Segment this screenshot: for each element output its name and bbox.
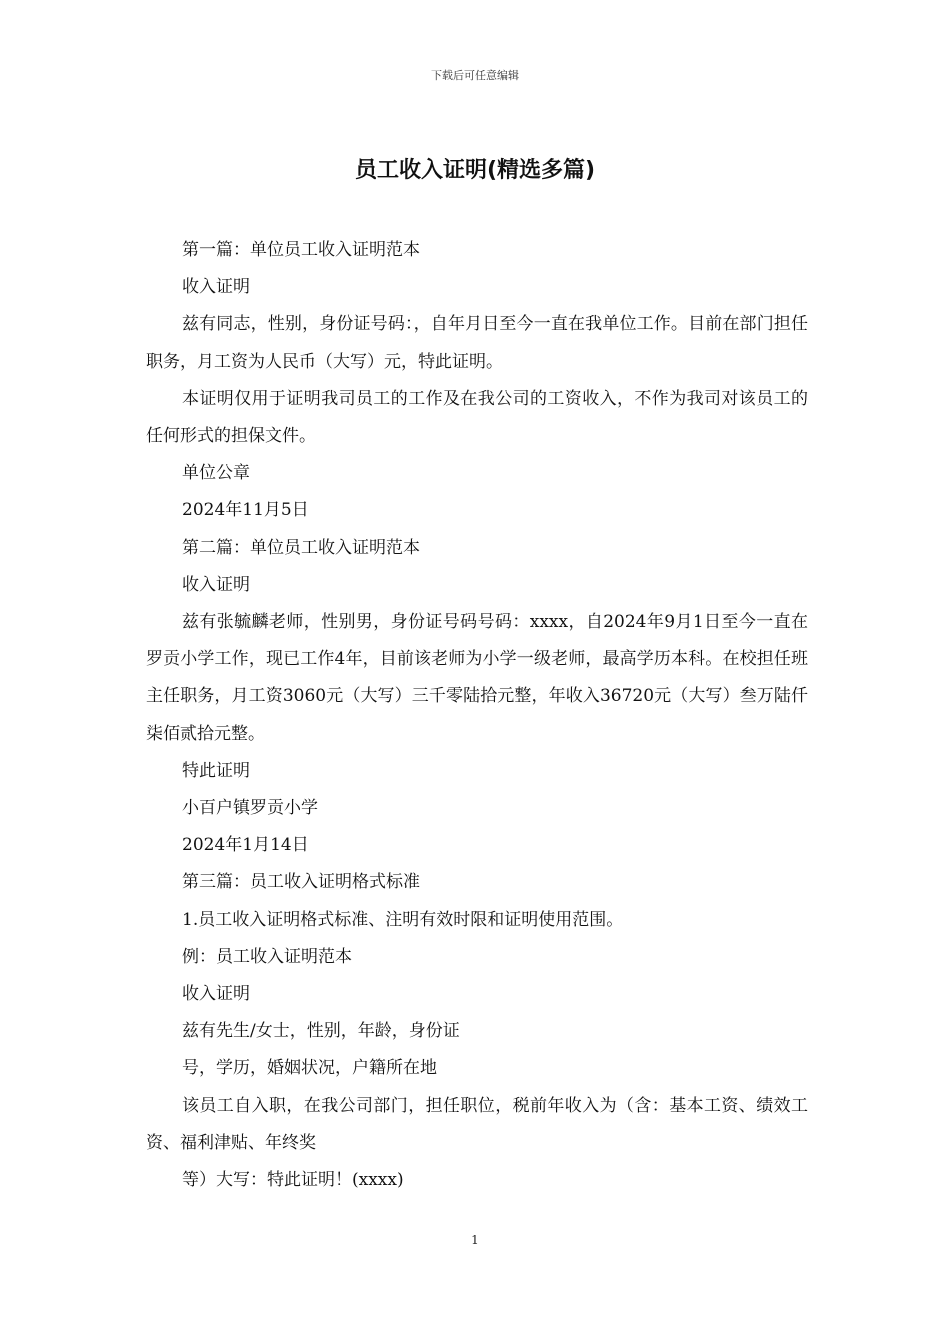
paragraph: 第三篇：员工收入证明格式标准	[182, 872, 420, 893]
page-number: 1	[471, 1233, 479, 1247]
paragraph: 1.员工收入证明格式标准、注明有效时限和证明使用范围。	[182, 909, 624, 930]
paragraph: 例：员工收入证明范本	[182, 946, 352, 967]
paragraph: 兹有同志，性别，身份证号码：，自年月日至今一直在我单位工作。目前在部门担任职务，月工资为人民币（大写）元，特此证明。	[146, 314, 808, 372]
paragraph: 兹有先生/女士，性别，年龄，身份证	[182, 1021, 460, 1042]
paragraph: 等）大写：特此证明！(xxxx)	[182, 1170, 404, 1191]
paragraph: 收入证明	[182, 277, 250, 298]
document-title: 员工收入证明(精选多篇)	[354, 158, 596, 183]
paragraph: 兹有张毓麟老师，性别男，身份证号码号码：xxxx，自2024年9月1日至今一直在罗贡小学工作，现已工作4年，目前该老师为小学一级老师，最高学历本科。在校担任班主任职务，月工资3060元（大写）三千零陆拾元整，年收入36720元（大写）叁万陆仟柒佰贰拾元整。	[146, 612, 808, 744]
paragraph: 2024年11月5日	[182, 500, 309, 521]
paragraph: 收入证明	[182, 574, 250, 595]
paragraph: 小百户镇罗贡小学	[182, 798, 318, 819]
paragraph: 第一篇：单位员工收入证明范本	[182, 240, 420, 260]
paragraph: 号，学历，婚姻状况，户籍所在地	[182, 1058, 437, 1079]
page-header-note: 下载后可任意编辑	[431, 69, 519, 82]
paragraph: 单位公章	[182, 463, 250, 484]
paragraph: 该员工自入职，在我公司部门，担任职位，税前年收入为（含：基本工资、绩效工资、福利津贴、年终奖	[146, 1095, 808, 1153]
document-body	[146, 232, 808, 1199]
paragraph: 2024年1月14日	[182, 835, 309, 856]
paragraph: 收入证明	[182, 984, 250, 1005]
paragraph: 特此证明	[182, 760, 250, 781]
paragraph: 第二篇：单位员工收入证明范本	[182, 537, 420, 558]
paragraph: 本证明仅用于证明我司员工的工作及在我公司的工资收入，不作为我司对该员工的任何形式的担保文件。	[146, 388, 808, 447]
